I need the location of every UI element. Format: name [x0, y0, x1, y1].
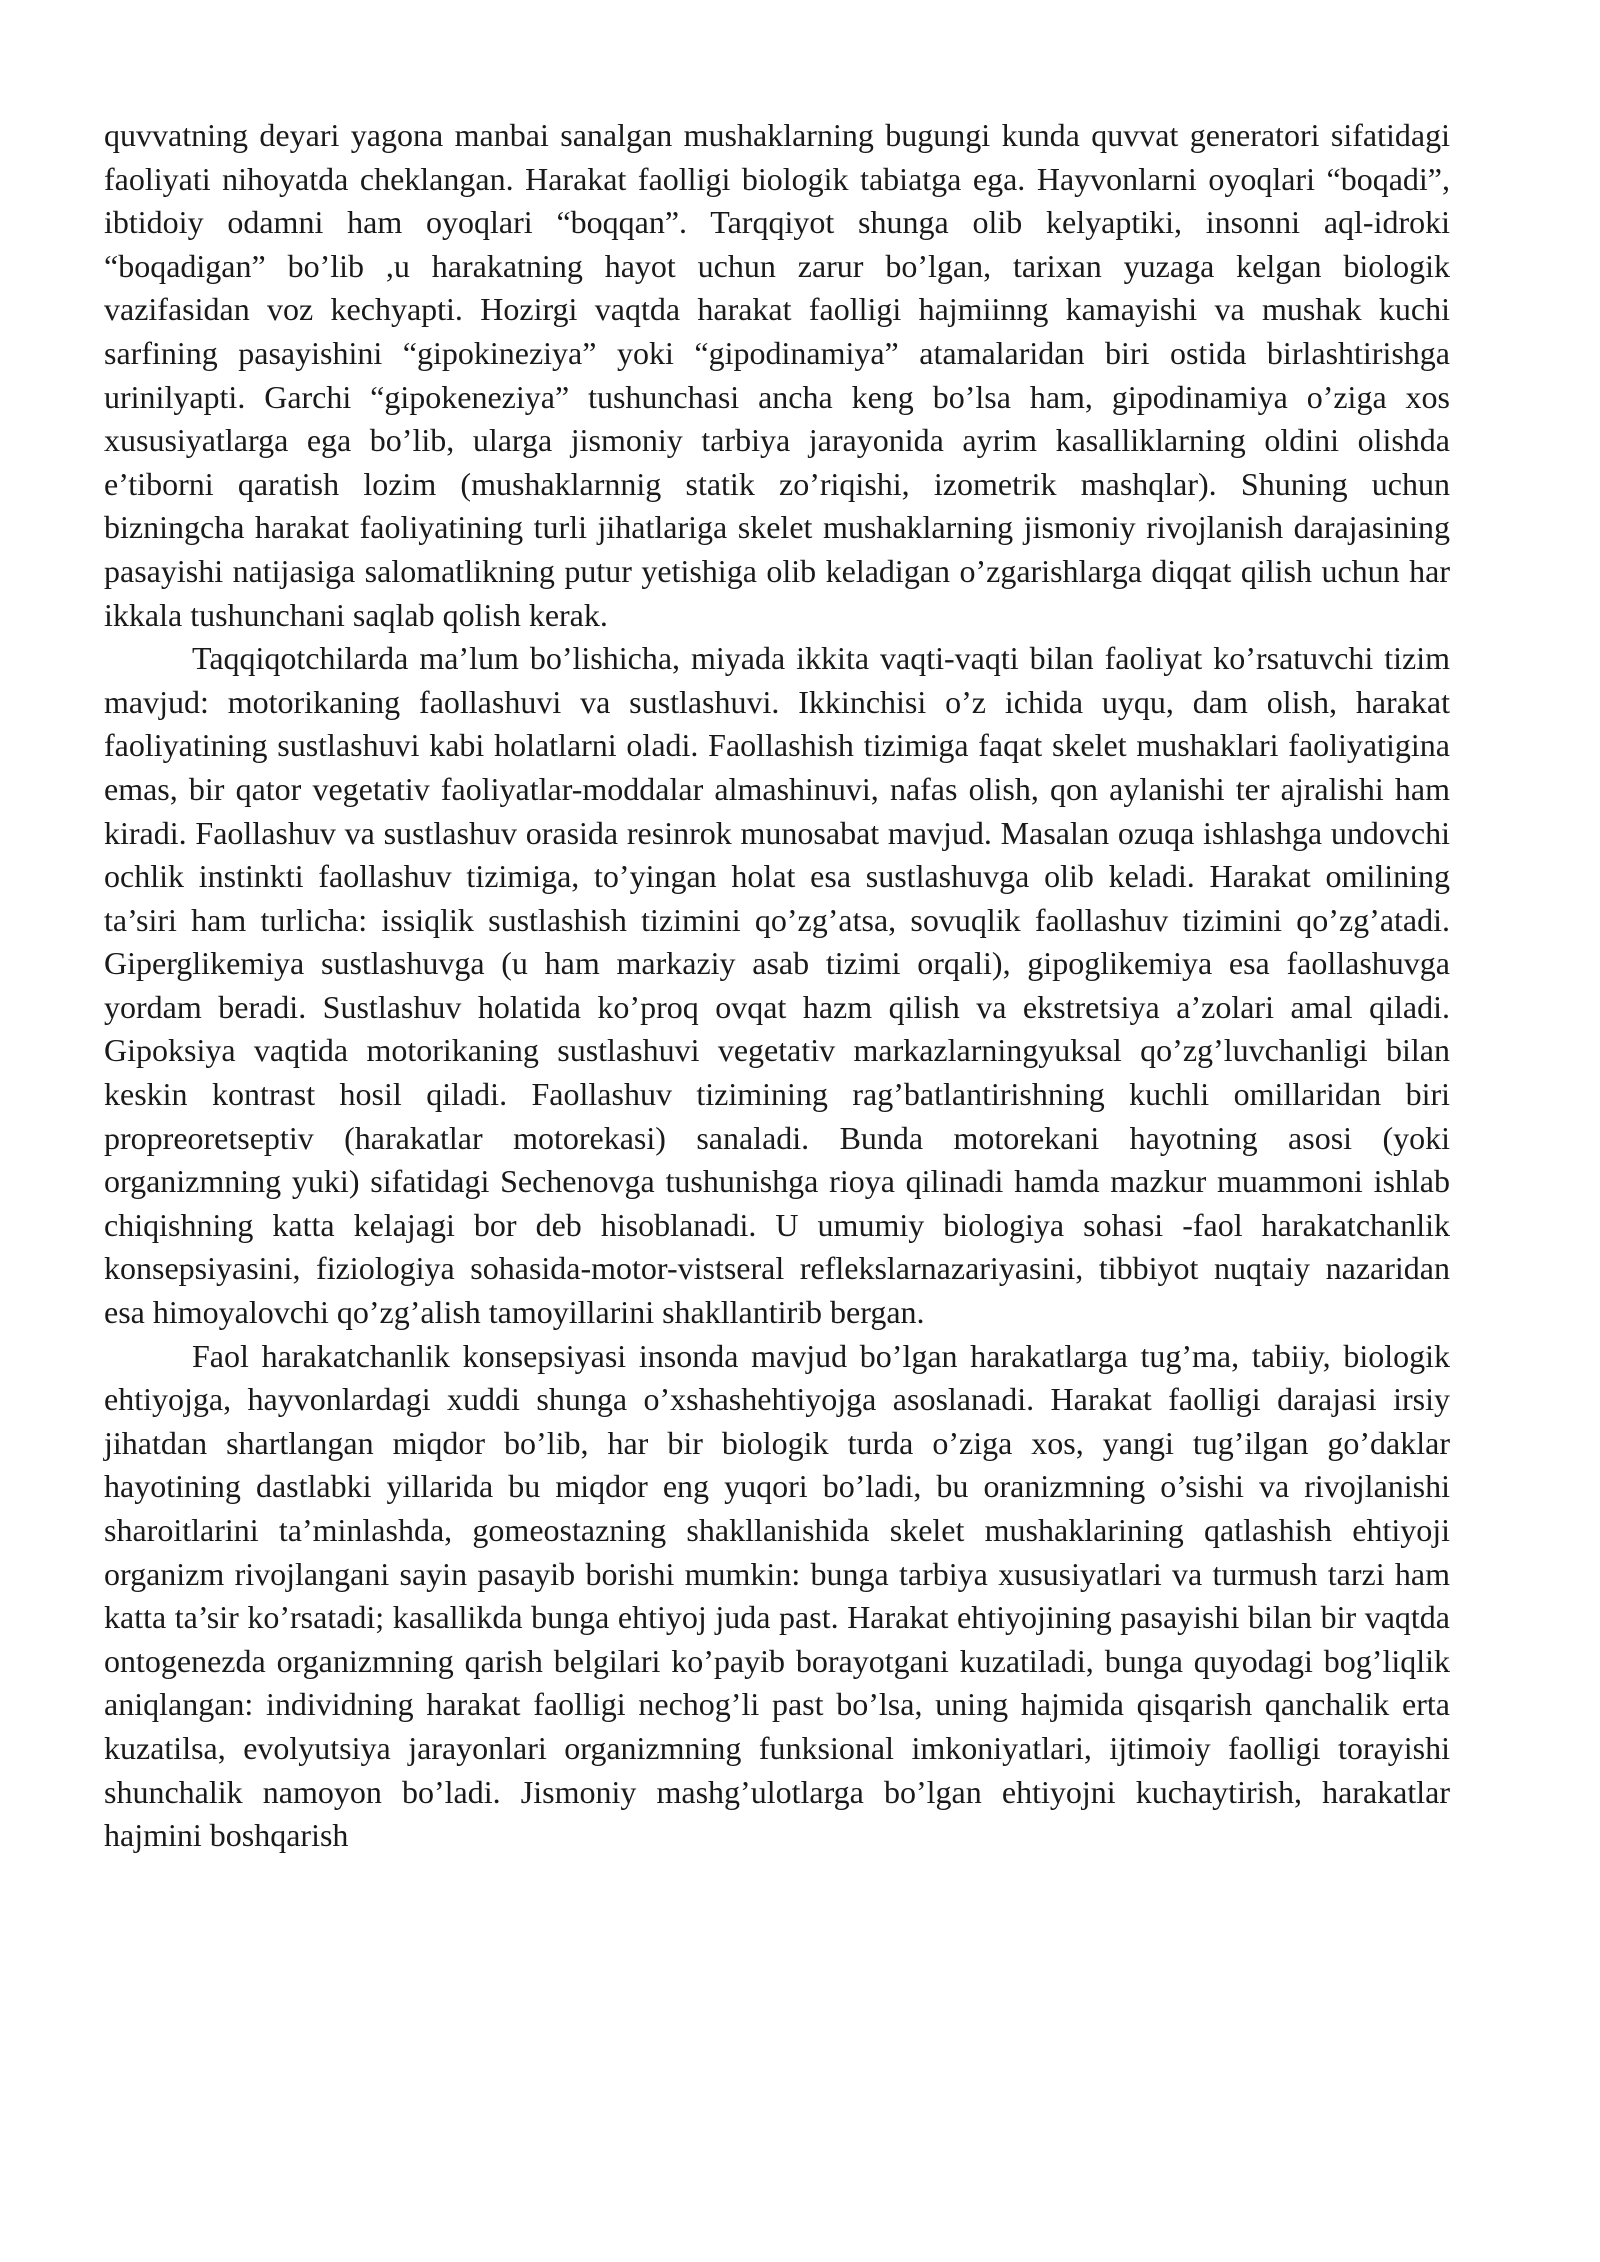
paragraph-3: Faol harakatchanlik konsepsiyasi insonda mavjud bo’lgan harakatlarga tug’ma, tabiiy, biologik ehtiyojga, hayvonlardagi xuddi shunga o’xshashehtiyojga asoslanadi. Harakat faolligi darajasi irsiy jihatdan shartlangan miqdor bo’lib, har bir biologik turda o’ziga xos, yangi tug’ilgan go’daklar hayotining dastlabki yillarida bu miqdor eng yuqori bo’ladi, bu oranizmning o’sishi va rivojlanishi sharoitlarini ta’minlashda, gomeostazning shakllanishida skelet mushaklarining qatlashish ehtiyoji organizm rivojlangani sayin pasayib borishi mumkin: bunga tarbiya xususiyatlari va turmush tarzi ham katta ta’sir ko’rsatadi; kasallikda bunga ehtiyoj juda past. Harakat ehtiyojining pasayishi bilan bir vaqtda ontogenezda organizmning qarish belgilari ko’payib borayotgani kuzatiladi, bunga quyodagi bog’liqlik aniqlangan: individning harakat faolligi nechog’li past bo’lsa, uning hajmida qisqarish qanchalik erta kuzatilsa, evolyutsiya jarayonlari organizmning funksional imkoniyatlari, ijtimoiy faolligi torayishi shunchalik namoyon bo’ladi. Jismoniy mashg’ulotlarga bo’lgan ehtiyojni kuchaytirish, harakatlar hajmini boshqarish: [104, 1337, 1450, 1854]
paragraph-1: quvvatning deyari yagona manbai sanalgan mushaklarning bugungi kunda quvvat generatori sifatidagi faoliyati nihoyatda cheklangan. Harakat faolligi biologik tabiatga ega. Hayvonlarni oyoqlari “boqadi”, ibtidoiy odamni ham oyoqlari “boqqan”. Tarqqiyot shunga olib kelyaptiki, insonni aql-idroki “boqadigan” bo’lib ,u harakatning hayot uchun zarur bo’lgan, tarixan yuzaga kelgan biologik vazifasidan voz kechyapti. Hozirgi vaqtda harakat faolligi hajmiinng kamayishi va mushak kuchi sarfining pasayishini “gipokineziya” yoki “gipodinamiya” atamalaridan biri ostida birlashtirishga urinilyapti. Garchi “gipokeneziya” tushunchasi ancha keng bo’lsa ham, gipodinamiya o’ziga xos xususiyatlarga ega bo’lib, ularga jismoniy tarbiya jarayonida ayrim kasalliklarning oldini olishda e’tiborni qaratish lozim (mushaklarnnig statik zo’riqishi, izometrik mashqlar). Shuning uchun bizningcha harakat faoliyatining turli jihatlariga skelet mushaklarning jismoniy rivojlanish darajasining pasayishi natijasiga salomatlikning putur yetishiga olib keladigan o’zgarishlarga diqqat qilish uchun har ikkala tushunchani saqlab qolish kerak.: [104, 117, 1450, 633]
paragraph-2: Taqqiqotchilarda ma’lum bo’lishicha, miyada ikkita vaqti-vaqti bilan faoliyat ko’rsatuvchi tizim mavjud: motorikaning faollashuvi va sustlashuvi. Ikkinchisi o’z ichida uyqu, dam olish, harakat faoliyatining sustlashuvi kabi holatlarni oladi. Faollashish tizimiga faqat skelet mushaklari faoliyatigina emas, bir qator vegetativ faoliyatlar-moddalar almashinuvi, nafas olish, qon aylanishi ter ajralishi ham kiradi. Faollashuv va sustlashuv orasida resinrok munosabat mavjud. Masalan ozuqa ishlashga undovchi ochlik instinkti faollashuv tizimiga, to’yingan holat esa sustlashuvga olib keladi. Harakat omilining ta’siri ham turlicha: issiqlik sustlashish tizimini qo’zg’atsa, sovuqlik faollashuv tizimini qo’zg’atadi. Giperglikemiya sustlashuvga (u ham markaziy asab tizimi orqali), gipoglikemiya esa faollashuvga yordam beradi. Sustlashuv holatida ko’proq ovqat hazm qilish va ekstretsiya a’zolari amal qiladi. Gipoksiya vaqtida motorikaning sustlashuvi vegetativ markazlarningyuksal qo’zg’luvchanligi bilan keskin kontrast hosil qiladi. Faollashuv tizimining rag’batlantirishning kuchli omillaridan biri propreoretseptiv (harakatlar motorekasi) sanaladi. Bunda motorekani hayotning asosi (yoki organizmning yuki) sifatidagi Sechenovga tushunishga rioya qilinadi hamda mazkur muammoni ishlab chiqishning katta kelajagi bor deb hisoblanadi. U umumiy biologiya sohasi -faol harakatchanlik konsepsiyasini, fiziologiya sohasida-motor-vistseral reflekslarnazariyasini, tibbiyot nuqtaiy nazaridan esa himoyalovchi qo’zg’alish tamoyillarini shakllantirib bergan.: [104, 640, 1450, 1331]
document-page: [104, 114, 1450, 1858]
